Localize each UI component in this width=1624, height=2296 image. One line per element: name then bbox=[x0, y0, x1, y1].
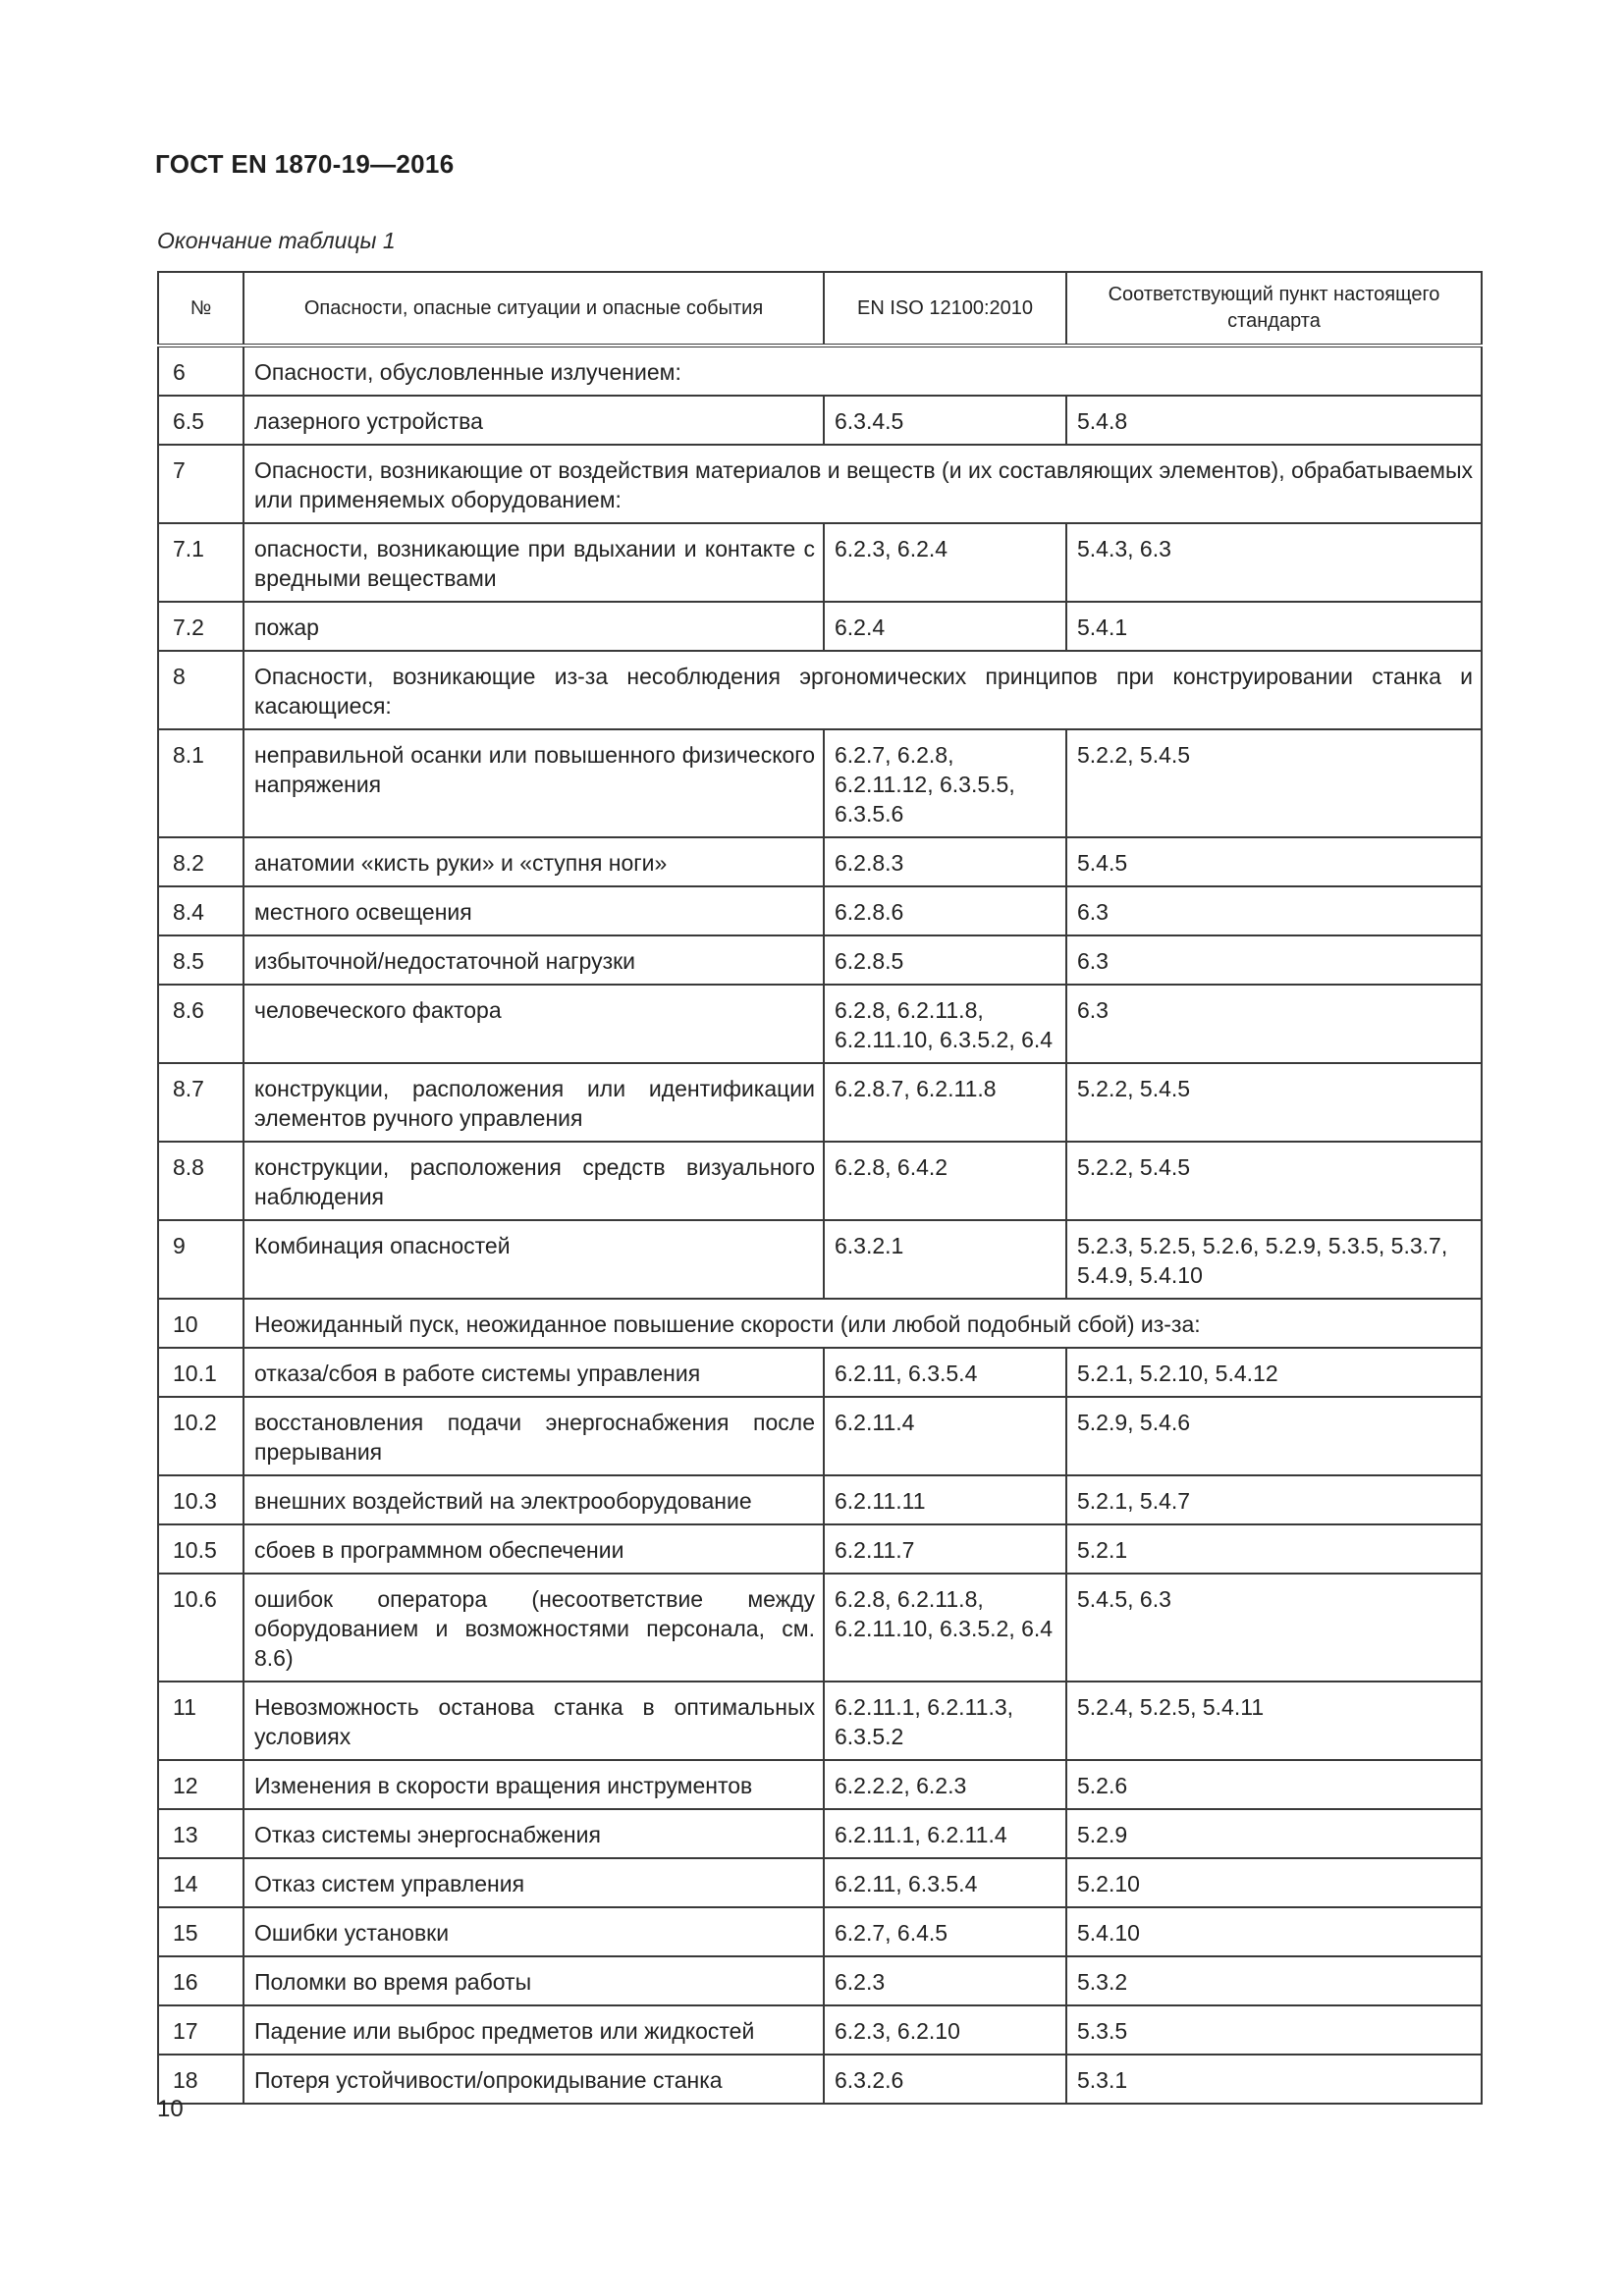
section-row bbox=[158, 346, 1482, 396]
table-row bbox=[158, 1858, 1482, 1907]
iso-reference: 6.2.2.2, 6.2.3 bbox=[824, 1760, 1066, 1809]
row-number: 8.7 bbox=[158, 1063, 244, 1142]
standard-clause: 6.3 bbox=[1066, 985, 1482, 1063]
section-row bbox=[158, 1299, 1482, 1348]
hazard-description: Отказ системы энергоснабжения bbox=[244, 1809, 824, 1858]
row-number: 7 bbox=[158, 445, 244, 523]
hazard-description: Изменения в скорости вращения инструментов bbox=[244, 1760, 824, 1809]
hazard-description: Потеря устойчивости/опрокидывание станка bbox=[244, 2055, 824, 2104]
hazard-description: пожар bbox=[244, 602, 824, 651]
table-row bbox=[158, 523, 1482, 602]
column-header-hazards: Опасности, опасные ситуации и опасные события bbox=[244, 272, 824, 346]
row-number: 7.1 bbox=[158, 523, 244, 602]
table-row bbox=[158, 1682, 1482, 1760]
row-number: 7.2 bbox=[158, 602, 244, 651]
hazard-description: Комбинация опасностей bbox=[244, 1220, 824, 1299]
table-row bbox=[158, 886, 1482, 935]
document-code: ГОСТ EN 1870-19—2016 bbox=[155, 149, 455, 179]
hazard-description: Поломки во время работы bbox=[244, 1956, 824, 2005]
hazard-description: конструкции, расположения или идентификации элементов ручного управления bbox=[244, 1063, 824, 1142]
table-body bbox=[158, 346, 1482, 2104]
iso-reference: 6.2.8.5 bbox=[824, 935, 1066, 985]
row-number: 15 bbox=[158, 1907, 244, 1956]
table-row bbox=[158, 1348, 1482, 1397]
standard-clause: 5.2.3, 5.2.5, 5.2.6, 5.2.9, 5.3.5, 5.3.7, 5.4.9, 5.4.10 bbox=[1066, 1220, 1482, 1299]
table-row bbox=[158, 935, 1482, 985]
hazard-description: Неожиданный пуск, неожиданное повышение скорости (или любой подобный сбой) из-за: bbox=[244, 1299, 1482, 1348]
standard-clause: 5.2.4, 5.2.5, 5.4.11 bbox=[1066, 1682, 1482, 1760]
hazard-description: восстановления подачи энергоснабжения после прерывания bbox=[244, 1397, 824, 1475]
standard-clause: 5.4.5, 6.3 bbox=[1066, 1574, 1482, 1682]
row-number: 6 bbox=[158, 346, 244, 396]
iso-reference: 6.3.4.5 bbox=[824, 396, 1066, 445]
hazard-description: Невозможность останова станка в оптимальных условиях bbox=[244, 1682, 824, 1760]
table-header-row bbox=[158, 272, 1482, 346]
iso-reference: 6.2.8, 6.4.2 bbox=[824, 1142, 1066, 1220]
table-row bbox=[158, 729, 1482, 837]
iso-reference: 6.3.2.1 bbox=[824, 1220, 1066, 1299]
iso-reference: 6.2.11, 6.3.5.4 bbox=[824, 1858, 1066, 1907]
standard-clause: 5.2.9, 5.4.6 bbox=[1066, 1397, 1482, 1475]
iso-reference: 6.2.11.1, 6.2.11.3, 6.3.5.2 bbox=[824, 1682, 1066, 1760]
standard-clause: 5.4.10 bbox=[1066, 1907, 1482, 1956]
hazard-description: Отказ систем управления bbox=[244, 1858, 824, 1907]
row-number: 10 bbox=[158, 1299, 244, 1348]
row-number: 10.3 bbox=[158, 1475, 244, 1524]
row-number: 8.5 bbox=[158, 935, 244, 985]
row-number: 8 bbox=[158, 651, 244, 729]
row-number: 6.5 bbox=[158, 396, 244, 445]
hazards-table bbox=[157, 271, 1483, 2105]
row-number: 13 bbox=[158, 1809, 244, 1858]
iso-reference: 6.2.11.4 bbox=[824, 1397, 1066, 1475]
iso-reference: 6.2.11.7 bbox=[824, 1524, 1066, 1574]
row-number: 8.4 bbox=[158, 886, 244, 935]
standard-clause: 5.3.5 bbox=[1066, 2005, 1482, 2055]
standard-clause: 6.3 bbox=[1066, 935, 1482, 985]
standard-clause: 5.3.2 bbox=[1066, 1956, 1482, 2005]
row-number: 12 bbox=[158, 1760, 244, 1809]
table-row bbox=[158, 1397, 1482, 1475]
row-number: 8.1 bbox=[158, 729, 244, 837]
hazard-description: конструкции, расположения средств визуального наблюдения bbox=[244, 1142, 824, 1220]
row-number: 17 bbox=[158, 2005, 244, 2055]
column-header-clause: Соответствующий пункт настоящего стандарта bbox=[1066, 272, 1482, 346]
standard-clause: 5.4.1 bbox=[1066, 602, 1482, 651]
standard-clause: 5.2.1, 5.4.7 bbox=[1066, 1475, 1482, 1524]
iso-reference: 6.2.8, 6.2.11.8, 6.2.11.10, 6.3.5.2, 6.4 bbox=[824, 1574, 1066, 1682]
hazard-description: Опасности, возникающие из-за несоблюдения эргономических принципов при конструировании станка и касающиеся: bbox=[244, 651, 1482, 729]
table-row bbox=[158, 1760, 1482, 1809]
standard-clause: 5.2.2, 5.4.5 bbox=[1066, 1142, 1482, 1220]
iso-reference: 6.2.8.3 bbox=[824, 837, 1066, 886]
iso-reference: 6.2.11.1, 6.2.11.4 bbox=[824, 1809, 1066, 1858]
standard-clause: 5.2.2, 5.4.5 bbox=[1066, 1063, 1482, 1142]
standard-clause: 5.2.2, 5.4.5 bbox=[1066, 729, 1482, 837]
column-header-iso-standard: EN ISO 12100:2010 bbox=[824, 272, 1066, 346]
hazard-description: Опасности, возникающие от воздействия материалов и веществ (и их составляющих элементов), обрабатываемых или применяемых оборудованием: bbox=[244, 445, 1482, 523]
row-number: 11 bbox=[158, 1682, 244, 1760]
table-row bbox=[158, 1524, 1482, 1574]
standard-clause: 5.4.3, 6.3 bbox=[1066, 523, 1482, 602]
table-row bbox=[158, 1475, 1482, 1524]
table-row bbox=[158, 837, 1482, 886]
row-number: 18 bbox=[158, 2055, 244, 2104]
table-row bbox=[158, 985, 1482, 1063]
hazard-description: лазерного устройства bbox=[244, 396, 824, 445]
row-number: 8.2 bbox=[158, 837, 244, 886]
iso-reference: 6.2.3 bbox=[824, 1956, 1066, 2005]
hazard-description: избыточной/недостаточной нагрузки bbox=[244, 935, 824, 985]
table-row bbox=[158, 2005, 1482, 2055]
hazard-description: опасности, возникающие при вдыхании и контакте с вредными веществами bbox=[244, 523, 824, 602]
table-row bbox=[158, 1142, 1482, 1220]
table-row bbox=[158, 1063, 1482, 1142]
table-row bbox=[158, 1220, 1482, 1299]
standard-clause: 5.4.5 bbox=[1066, 837, 1482, 886]
hazard-description: неправильной осанки или повышенного физического напряжения bbox=[244, 729, 824, 837]
standard-clause: 5.4.8 bbox=[1066, 396, 1482, 445]
table-row bbox=[158, 2055, 1482, 2104]
page-number: 10 bbox=[157, 2096, 184, 2122]
standard-clause: 5.2.9 bbox=[1066, 1809, 1482, 1858]
row-number: 8.6 bbox=[158, 985, 244, 1063]
iso-reference: 6.2.11, 6.3.5.4 bbox=[824, 1348, 1066, 1397]
section-row bbox=[158, 651, 1482, 729]
row-number: 10.2 bbox=[158, 1397, 244, 1475]
iso-reference: 6.2.8, 6.2.11.8, 6.2.11.10, 6.3.5.2, 6.4 bbox=[824, 985, 1066, 1063]
row-number: 10.1 bbox=[158, 1348, 244, 1397]
hazard-description: сбоев в программном обеспечении bbox=[244, 1524, 824, 1574]
section-row bbox=[158, 445, 1482, 523]
hazard-description: Ошибки установки bbox=[244, 1907, 824, 1956]
row-number: 16 bbox=[158, 1956, 244, 2005]
iso-reference: 6.2.4 bbox=[824, 602, 1066, 651]
iso-reference: 6.2.7, 6.2.8, 6.2.11.12, 6.3.5.5, 6.3.5.6 bbox=[824, 729, 1066, 837]
iso-reference: 6.2.3, 6.2.10 bbox=[824, 2005, 1066, 2055]
hazard-description: отказа/сбоя в работе системы управления bbox=[244, 1348, 824, 1397]
standard-clause: 5.2.6 bbox=[1066, 1760, 1482, 1809]
iso-reference: 6.3.2.6 bbox=[824, 2055, 1066, 2104]
standard-clause: 5.2.1, 5.2.10, 5.4.12 bbox=[1066, 1348, 1482, 1397]
standard-clause: 6.3 bbox=[1066, 886, 1482, 935]
iso-reference: 6.2.8.6 bbox=[824, 886, 1066, 935]
table-row bbox=[158, 1907, 1482, 1956]
table-caption: Окончание таблицы 1 bbox=[157, 228, 396, 253]
iso-reference: 6.2.8.7, 6.2.11.8 bbox=[824, 1063, 1066, 1142]
standard-clause: 5.2.1 bbox=[1066, 1524, 1482, 1574]
iso-reference: 6.2.3, 6.2.4 bbox=[824, 523, 1066, 602]
column-header-number: № bbox=[158, 272, 244, 346]
hazard-description: местного освещения bbox=[244, 886, 824, 935]
row-number: 10.5 bbox=[158, 1524, 244, 1574]
table-row bbox=[158, 1574, 1482, 1682]
table-row bbox=[158, 396, 1482, 445]
row-number: 14 bbox=[158, 1858, 244, 1907]
table-row bbox=[158, 1809, 1482, 1858]
iso-reference: 6.2.7, 6.4.5 bbox=[824, 1907, 1066, 1956]
hazard-description: внешних воздействий на электрооборудование bbox=[244, 1475, 824, 1524]
row-number: 10.6 bbox=[158, 1574, 244, 1682]
hazard-description: Опасности, обусловленные излучением: bbox=[244, 346, 1482, 396]
hazard-description: человеческого фактора bbox=[244, 985, 824, 1063]
table-row bbox=[158, 1956, 1482, 2005]
iso-reference: 6.2.11.11 bbox=[824, 1475, 1066, 1524]
hazard-description: анатомии «кисть руки» и «ступня ноги» bbox=[244, 837, 824, 886]
hazard-description: Падение или выброс предметов или жидкостей bbox=[244, 2005, 824, 2055]
table-row bbox=[158, 602, 1482, 651]
row-number: 8.8 bbox=[158, 1142, 244, 1220]
row-number: 9 bbox=[158, 1220, 244, 1299]
hazard-description: ошибок оператора (несоответствие между оборудованием и возможностями персонала, см. 8.6) bbox=[244, 1574, 824, 1682]
standard-clause: 5.3.1 bbox=[1066, 2055, 1482, 2104]
standard-clause: 5.2.10 bbox=[1066, 1858, 1482, 1907]
